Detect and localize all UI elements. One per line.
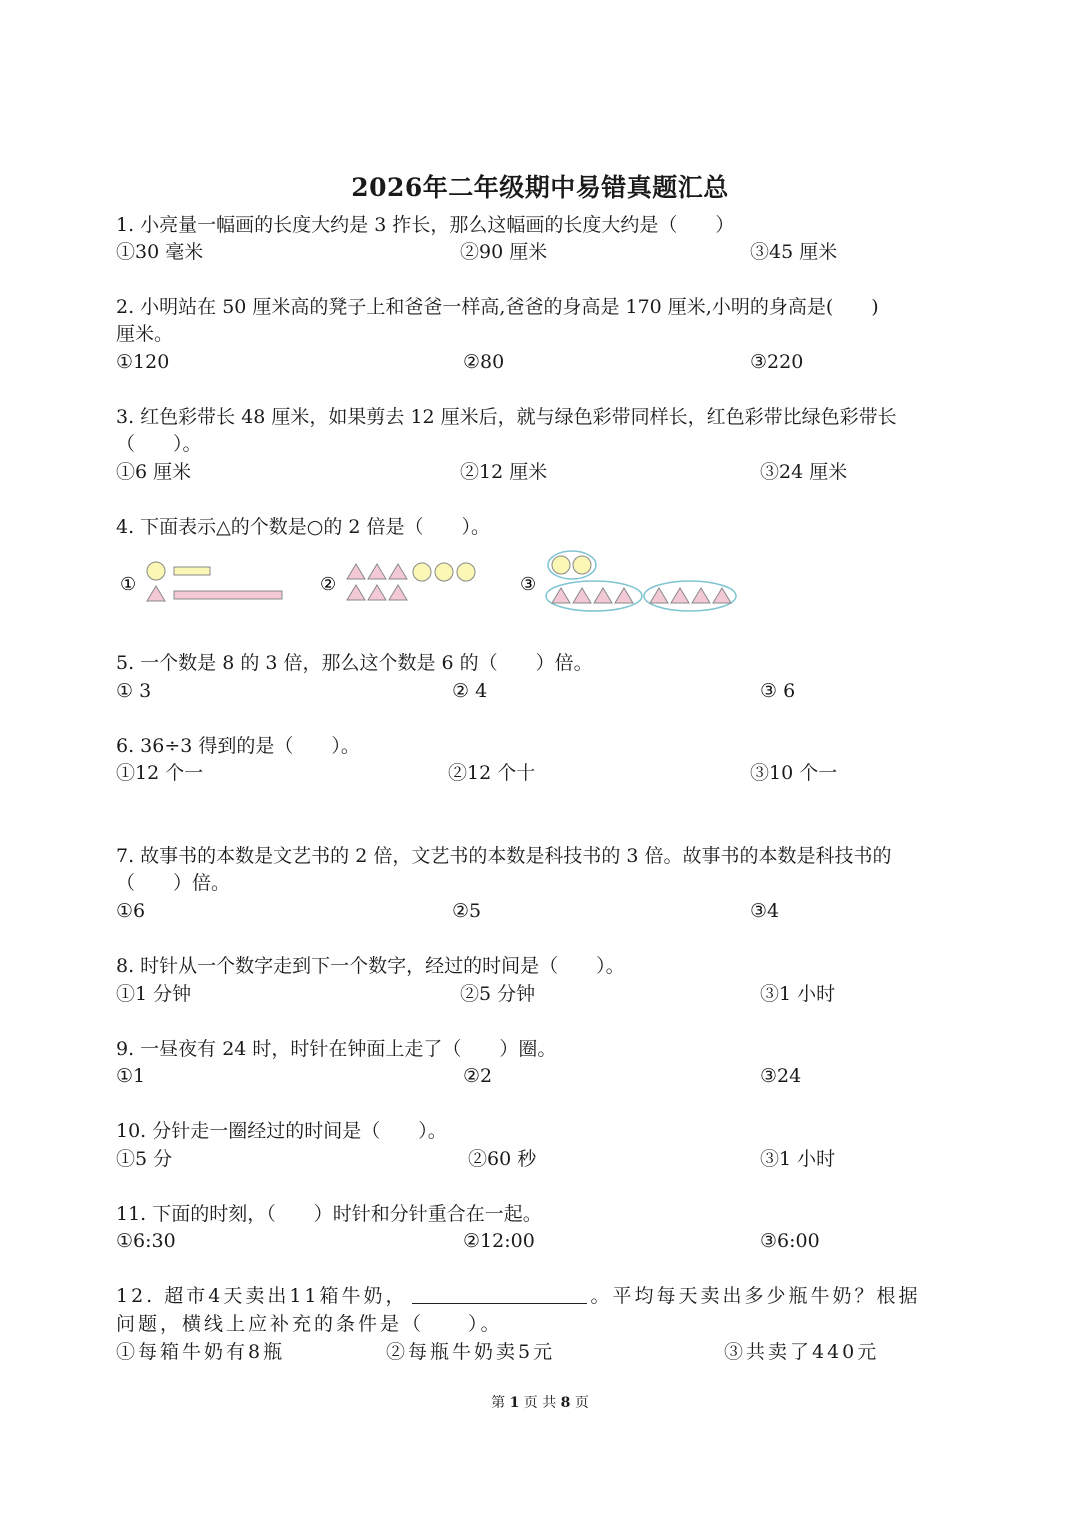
footer-total-pages: 8 [560, 1395, 571, 1411]
q8-option-1: ①1 分钟 [116, 983, 192, 1005]
question-7-text: 7. 故事书的本数是文艺书的 2 倍，文艺书的本数是科技书的 3 倍。故事书的本数是科技书的 [116, 845, 892, 867]
q12-option-2: ②每瓶牛奶卖5元 [386, 1341, 556, 1363]
q11-option-1: ①6:30 [116, 1230, 176, 1252]
q6-option-3: ③10 个一 [750, 762, 838, 784]
q4-figure-label-3: ③ [520, 574, 537, 595]
question-3-text: 3. 红色彩带长 48 厘米，如果剪去 12 厘米后，就与绿色彩带同样长，红色彩带比绿色彩带长 [116, 406, 897, 428]
q9-option-3: ③24 [760, 1065, 802, 1087]
q8-option-2: ②5 分钟 [460, 983, 536, 1005]
question-2-text-cont: 厘米。 [116, 323, 174, 345]
q10-option-3: ③1 小时 [760, 1148, 836, 1170]
question-4-text: 4. 下面表示△的个数是○的 2 倍是（ ）。 [116, 516, 491, 538]
q5-option-2: ② 4 [452, 680, 488, 702]
question-1-text: 1. 小亮量一幅画的长度大约是 3 拃长，那么这幅画的长度大约是（ ） [116, 214, 735, 236]
q4-figures [110, 548, 750, 618]
circle-shape [552, 556, 570, 574]
footer-prefix: 第 [491, 1395, 506, 1411]
q3-option-1: ①6 厘米 [116, 461, 192, 483]
triangle-group-3b [650, 588, 731, 603]
q2-option-3: ③220 [750, 351, 804, 373]
circle-shape [573, 556, 591, 574]
q2-option-1: ①120 [116, 351, 170, 373]
q8-option-3: ③1 小时 [760, 983, 836, 1005]
page-title: 2026年二年级期中易错真题汇总 [351, 173, 729, 202]
question-8-text: 8. 时针从一个数字走到下一个数字，经过的时间是（ ）。 [116, 955, 625, 977]
question-9-text: 9. 一昼夜有 24 时，时针在钟面上走了（ ）圈。 [116, 1038, 557, 1060]
q10-option-2: ②60 秒 [468, 1148, 537, 1170]
page-footer [0, 1392, 1080, 1412]
triangle-group-2 [347, 564, 407, 600]
q1-option-1: ①30 毫米 [116, 241, 204, 263]
question-3-text-cont: （ ）。 [116, 433, 202, 455]
triangle-shape [147, 586, 165, 601]
triangle-group-3a [552, 588, 633, 603]
question-7-text-cont: （ ）倍。 [116, 872, 231, 894]
q7-option-3: ③4 [750, 900, 780, 922]
q11-option-2: ②12:00 [463, 1230, 535, 1252]
long-bar [174, 591, 282, 599]
answer-blank-line [412, 1283, 587, 1304]
question-12-text-cont: 问题，横线上应补充的条件是（ ）。 [116, 1313, 503, 1335]
question-5-text: 5. 一个数是 8 的 3 倍，那么这个数是 6 的（ ）倍。 [116, 652, 593, 674]
q5-option-3: ③ 6 [760, 680, 796, 702]
footer-page-number: 1 [509, 1395, 520, 1411]
question-10-text: 10. 分针走一圈经过的时间是（ ）。 [116, 1120, 447, 1142]
q10-option-1: ①5 分 [116, 1148, 173, 1170]
q4-figure-label-1: ① [120, 574, 137, 595]
q11-option-3: ③6:00 [760, 1230, 820, 1252]
question-12-text-b: 。平均每天卖出多少瓶牛奶？根据 [590, 1285, 921, 1307]
question-11-text: 11. 下面的时刻，（ ）时针和分针重合在一起。 [116, 1203, 542, 1225]
q7-option-2: ②5 [452, 900, 482, 922]
q9-option-2: ②2 [463, 1065, 493, 1087]
q2-option-2: ②80 [463, 351, 505, 373]
q7-option-1: ①6 [116, 900, 146, 922]
question-12-text-a: 12. 超市4天卖出11箱牛奶， [116, 1285, 408, 1307]
question-12-text [116, 1282, 921, 1310]
circle-shape [147, 562, 165, 580]
footer-suffix: 页 [574, 1395, 589, 1411]
q1-option-3: ③45 厘米 [750, 241, 838, 263]
q12-option-1: ①每箱牛奶有8瓶 [116, 1341, 286, 1363]
q6-option-1: ①12 个一 [116, 762, 204, 784]
circle-group-2 [413, 563, 475, 581]
q9-option-1: ①1 [116, 1065, 146, 1087]
short-bar [174, 567, 210, 575]
q6-option-2: ②12 个十 [448, 762, 536, 784]
q3-option-2: ②12 厘米 [460, 461, 548, 483]
question-2-text: 2. 小明站在 50 厘米高的凳子上和爸爸一样高,爸爸的身高是 170 厘米,小明的身高是( ) [116, 296, 879, 318]
q4-figure-label-2: ② [320, 574, 337, 595]
q12-option-3: ③共卖了440元 [724, 1341, 880, 1363]
footer-mid: 页 共 [523, 1395, 557, 1411]
q3-option-3: ③24 厘米 [760, 461, 848, 483]
q5-option-1: ① 3 [116, 680, 152, 702]
question-6-text: 6. 36÷3 得到的是（ ）。 [116, 735, 360, 757]
q1-option-2: ②90 厘米 [460, 241, 548, 263]
